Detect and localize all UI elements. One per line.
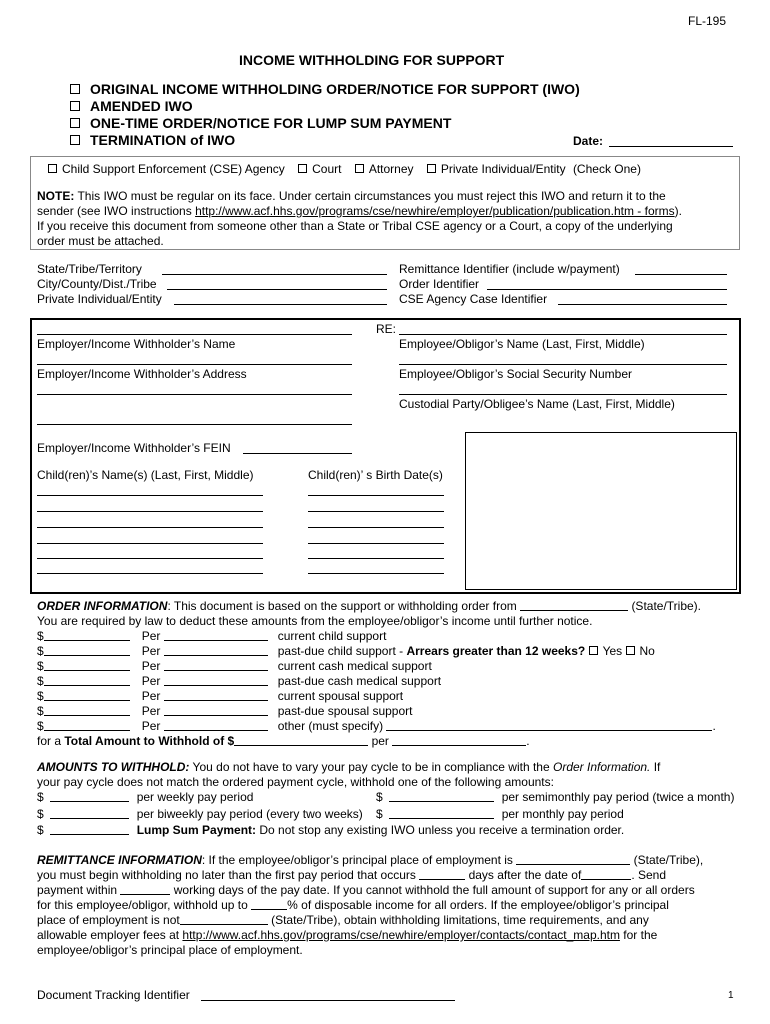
child-dob-field[interactable] — [308, 543, 444, 544]
past-due-child-support-row: $ Per past-due child support - Arrears greater than 12 weeks? Yes No — [37, 644, 655, 658]
remittance-line-7: employee/obligor’s principal place of employment. — [37, 943, 303, 957]
fein-label: Employer/Income Withholder’s FEIN — [37, 441, 231, 455]
contact-map-link[interactable]: http://www.acf.hhs.gov/programs/cse/newhire/employer/contacts/contact_map.htm — [182, 928, 620, 942]
employee-name-field[interactable] — [399, 334, 727, 335]
note-line-3: If you receive this document from someone other than a State or Tribal CSE agency or a Court, a copy of the underlying — [37, 219, 673, 233]
employer-address-label: Employer/Income Withholder’s Address — [37, 367, 247, 381]
private-entity-field[interactable] — [174, 304, 387, 305]
working-days-field[interactable] — [120, 883, 170, 895]
arrears-no-checkbox[interactable] — [626, 646, 635, 655]
not-state-field[interactable] — [180, 913, 268, 925]
arrears-yes-checkbox[interactable] — [589, 646, 598, 655]
checkbox[interactable] — [70, 118, 80, 128]
semimonthly-row: $ per semimonthly pay period (twice a month) — [376, 790, 735, 804]
date-label: Date: — [573, 134, 604, 148]
current-cash-medical-row: $ Per current cash medical support — [37, 659, 432, 673]
state-tribe-label: State/Tribe/Territory — [37, 262, 142, 276]
remittance-line-5: place of employment is not (State/Tribe), obtain withholding limitations, time requirements, and any — [37, 913, 649, 927]
page-title: INCOME WITHHOLDING FOR SUPPORT — [239, 52, 505, 68]
employee-ssn-field[interactable] — [399, 364, 727, 365]
private-entity-label: Private Individual/Entity — [37, 292, 162, 306]
amount-field[interactable] — [389, 807, 494, 819]
tracking-label: Document Tracking Identifier — [37, 988, 190, 1002]
checkbox[interactable] — [355, 164, 364, 173]
note-line-1: NOTE: This IWO must be regular on its face. Under certain circumstances you must reject this IWO and return it to the — [37, 189, 666, 203]
period-field[interactable] — [164, 644, 268, 656]
tracking-field[interactable] — [201, 1000, 455, 1001]
remittance-line-6: allowable employer fees at http://www.acf.hhs.gov/programs/cse/newhire/employer/contacts/contact_map.htm for the — [37, 928, 658, 942]
current-spousal-row: $ Per current spousal support — [37, 689, 404, 703]
period-field[interactable] — [164, 629, 268, 641]
state-tribe-field[interactable] — [162, 274, 387, 275]
period-field[interactable] — [164, 704, 268, 716]
employment-state-field[interactable] — [516, 853, 630, 865]
child-name-field[interactable] — [37, 511, 263, 512]
amount-field[interactable] — [44, 644, 130, 656]
days-field[interactable] — [419, 868, 465, 880]
remittance-id-label: Remittance Identifier (include w/payment) — [399, 262, 620, 276]
fein-field[interactable] — [243, 453, 352, 454]
employer-name-label: Employer/Income Withholder’s Name — [37, 337, 236, 351]
amount-field[interactable] — [44, 629, 130, 641]
custodial-party-field[interactable] — [399, 394, 727, 395]
remittance-line-1: REMITTANCE INFORMATION: If the employee/obligor’s principal place of employment is (State/Tribe), — [37, 853, 704, 867]
note-line-2: sender (see IWO instructions http://www.acf.hhs.gov/programs/cse/newhire/employer/publication/publication.htm - forms). — [37, 204, 682, 218]
past-due-spousal-row: $ Per past-due spousal support — [37, 704, 413, 718]
employer-address-field[interactable] — [37, 364, 352, 365]
blank-box — [465, 432, 737, 590]
form-id: FL-195 — [688, 14, 727, 28]
order-type-lump-sum[interactable]: ONE-TIME ORDER/NOTICE FOR LUMP SUM PAYMENT — [70, 116, 451, 131]
total-amount-row: for a Total Amount to Withhold of $ per . — [37, 734, 530, 748]
child-name-field[interactable] — [37, 558, 263, 559]
employer-name-field[interactable] — [37, 334, 352, 335]
iwo-instructions-link[interactable]: http://www.acf.hhs.gov/programs/cse/newhire/employer/publication/publication.htm - forms — [195, 204, 675, 218]
amounts-line-1: AMOUNTS TO WITHHOLD: You do not have to vary your pay cycle to be in compliance with the Order Information. If — [37, 760, 661, 774]
order-type-amended[interactable]: AMENDED IWO — [70, 99, 193, 114]
cse-case-id-field[interactable] — [558, 304, 727, 305]
cse-case-id-label: CSE Agency Case Identifier — [399, 292, 548, 306]
order-info-line-1: ORDER INFORMATION: This document is based on the support or withholding order from (State/Tribe). — [37, 599, 702, 613]
child-dob-field[interactable] — [308, 558, 444, 559]
lump-sum-row: $ Lump Sum Payment: Do not stop any existing IWO unless you receive a termination order. — [37, 823, 625, 837]
children-names-label: Child(ren)’s Name(s) (Last, First, Middle) — [37, 468, 254, 482]
biweekly-row: $ per biweekly pay period (every two weeks) — [37, 807, 363, 821]
period-field[interactable] — [164, 659, 268, 671]
employee-ssn-label: Employee/Obligor’s Social Security Number — [399, 367, 632, 381]
remittance-id-field[interactable] — [635, 274, 727, 275]
past-due-cash-medical-row: $ Per past-due cash medical support — [37, 674, 442, 688]
amount-field[interactable] — [44, 689, 130, 701]
order-id-label: Order Identifier — [399, 277, 480, 291]
total-period-field[interactable] — [392, 734, 526, 746]
amount-field[interactable] — [50, 790, 129, 802]
re-label: RE: — [376, 322, 397, 336]
amount-field[interactable] — [44, 719, 130, 731]
remittance-line-3: payment within working days of the pay date. If you cannot withhold the full amount of support for any or all orders — [37, 883, 695, 897]
child-dob-field[interactable] — [308, 495, 444, 496]
checkbox[interactable] — [298, 164, 307, 173]
amount-field[interactable] — [44, 674, 130, 686]
amount-field[interactable] — [50, 823, 129, 835]
child-dob-field[interactable] — [308, 511, 444, 512]
child-dob-field[interactable] — [308, 573, 444, 574]
amount-field[interactable] — [389, 790, 494, 802]
child-name-field[interactable] — [37, 543, 263, 544]
period-field[interactable] — [164, 719, 268, 731]
order-type-termination[interactable]: TERMINATION of IWO — [70, 133, 235, 148]
weekly-row: $ per weekly pay period — [37, 790, 254, 804]
sender-type-row: Child Support Enforcement (CSE) Agency Court Attorney Private Individual/Entity (Check One) — [48, 162, 641, 177]
employer-address-field-2[interactable] — [37, 394, 352, 395]
child-dob-field[interactable] — [308, 527, 444, 528]
order-info-line-2: You are required by law to deduct these amounts from the employee/obligor’s income until further notice. — [37, 614, 593, 628]
total-amount-field[interactable] — [234, 734, 368, 746]
child-name-field[interactable] — [37, 573, 263, 574]
amount-field[interactable] — [44, 704, 130, 716]
order-state-field[interactable] — [520, 599, 628, 611]
remittance-line-4: for this employee/obligor, withhold up to % of disposable income for all orders. If the employee/obligor’s principal — [37, 898, 669, 912]
checkbox[interactable] — [70, 101, 80, 111]
page-number: 1 — [728, 990, 734, 1001]
order-id-field[interactable] — [487, 289, 727, 290]
checkbox[interactable] — [427, 164, 436, 173]
city-county-field[interactable] — [167, 289, 387, 290]
child-name-field[interactable] — [37, 527, 263, 528]
remittance-line-2: you must begin withholding no later than the first pay period that occurs days after the date of . Send — [37, 868, 667, 882]
order-type-original[interactable]: ORIGINAL INCOME WITHHOLDING ORDER/NOTICE FOR SUPPORT (IWO) — [70, 82, 580, 97]
children-dob-label: Child(ren)’ s Birth Date(s) — [308, 468, 443, 482]
checkbox[interactable] — [70, 84, 80, 94]
percent-field[interactable] — [251, 898, 287, 910]
date-field[interactable] — [609, 146, 733, 147]
city-county-label: City/County/Dist./Tribe — [37, 277, 157, 291]
child-name-field[interactable] — [37, 495, 263, 496]
employee-name-label: Employee/Obligor’s Name (Last, First, Middle) — [399, 337, 645, 351]
employer-address-field-3[interactable] — [37, 424, 352, 425]
current-child-support-row: $ Per current child support — [37, 629, 387, 643]
monthly-row: $ per monthly pay period — [376, 807, 624, 821]
custodial-party-label: Custodial Party/Obligee’s Name (Last, First, Middle) — [399, 397, 675, 411]
period-field[interactable] — [164, 674, 268, 686]
note-line-4: order must be attached. — [37, 234, 164, 248]
period-field[interactable] — [164, 689, 268, 701]
amounts-line-2: your pay cycle does not match the ordered payment cycle, withhold one of the following amounts: — [37, 775, 554, 789]
other-specify-field[interactable] — [386, 719, 712, 731]
date-of-field[interactable] — [581, 868, 631, 880]
checkbox[interactable] — [48, 164, 57, 173]
other-row: $ Per other (must specify) . — [37, 719, 716, 733]
checkbox[interactable] — [70, 135, 80, 145]
amount-field[interactable] — [44, 659, 130, 671]
amount-field[interactable] — [50, 807, 129, 819]
